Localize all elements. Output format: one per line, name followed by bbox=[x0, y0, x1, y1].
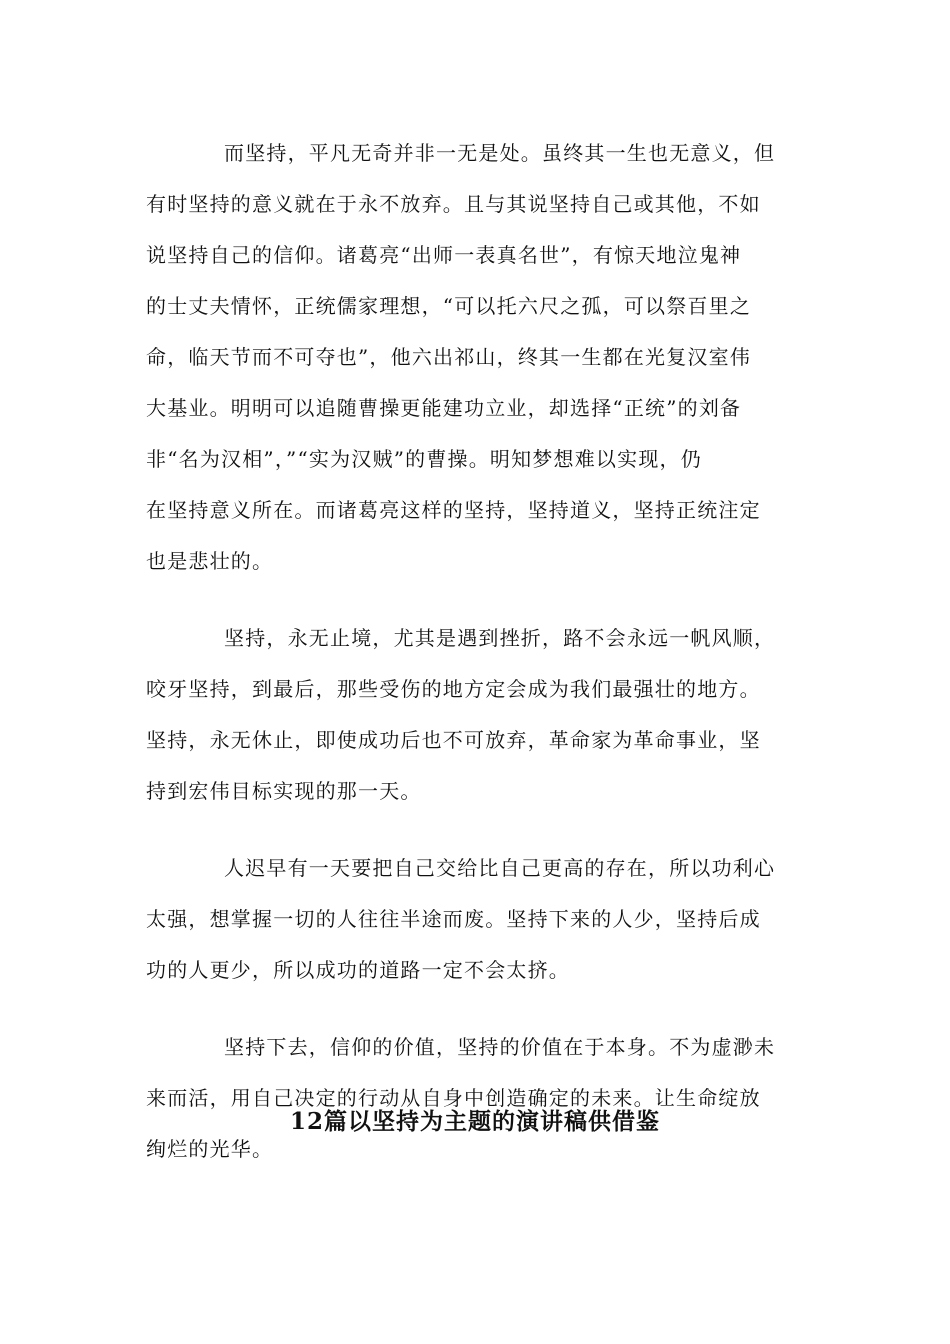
text-line: 持到宏伟目标实现的那一天。 bbox=[146, 779, 422, 803]
text-line: 坚持，永无止境，尤其是遇到挫折，路不会永远一帆风顺， bbox=[224, 626, 776, 650]
text-line: 人迟早有一天要把自己交给比自己更高的存在，所以功利心 bbox=[224, 856, 776, 880]
paragraph bbox=[146, 843, 806, 996]
paragraph-gap bbox=[146, 587, 806, 613]
text-line: 在坚持意义所在。而诸葛亮这样的坚持，坚持道义，坚持正统注定 bbox=[146, 498, 761, 522]
text-line: 而坚持，平凡无奇并非一无是处。虽终其一生也无意义，但 bbox=[224, 141, 776, 165]
paragraph-gap bbox=[146, 817, 806, 843]
text-line: 也是悲壮的。 bbox=[146, 549, 274, 573]
text-line: 命，临天节而不可夺也”，他六出祁山，终其一生都在光复汉室伟 bbox=[146, 345, 752, 369]
text-line: 咬牙坚持，到最后，那些受伤的地方定会成为我们最强壮的地方。 bbox=[146, 677, 761, 701]
paragraph bbox=[146, 128, 806, 587]
text-line: 大基业。明明可以追随曹操更能建功立业，却选择“正统”的刘备 bbox=[146, 396, 742, 420]
text-line: 的士丈夫情怀，正统儒家理想，“可以托六尺之孤，可以祭百里之 bbox=[146, 294, 752, 318]
text-line: 绚烂的光华。 bbox=[146, 1137, 274, 1161]
paragraph-gap bbox=[146, 996, 806, 1022]
text-line: 来而活，用自己决定的行动从自身中创造确定的未来。让生命绽放 bbox=[146, 1086, 761, 1110]
text-line: 非“名为汉相”，”“实为汉贼”的曹操。明知梦想难以实现，仍 bbox=[146, 447, 702, 471]
document-body bbox=[146, 128, 806, 1175]
paragraph bbox=[146, 613, 806, 817]
text-line: 太强，想掌握一切的人往往半途而废。坚持下来的人少，坚持后成 bbox=[146, 907, 761, 931]
text-line: 功的人更少，所以成功的道路一定不会太挤。 bbox=[146, 958, 570, 982]
paragraph bbox=[146, 1022, 806, 1175]
document-title: 12篇以坚持为主题的演讲稿供借鉴 bbox=[289, 1108, 660, 1135]
text-line: 有时坚持的意义就在于永不放弃。且与其说坚持自己或其他，不如 bbox=[146, 192, 761, 216]
text-line: 坚持，永无休止，即使成功后也不可放弃，革命家为革命事业，坚 bbox=[146, 728, 761, 752]
text-line: 说坚持自己的信仰。诸葛亮“出师一表真名世”，有惊天地泣鬼神 bbox=[146, 243, 742, 267]
text-line: 坚持下去，信仰的价值，坚持的价值在于本身。不为虚渺未 bbox=[224, 1035, 776, 1059]
